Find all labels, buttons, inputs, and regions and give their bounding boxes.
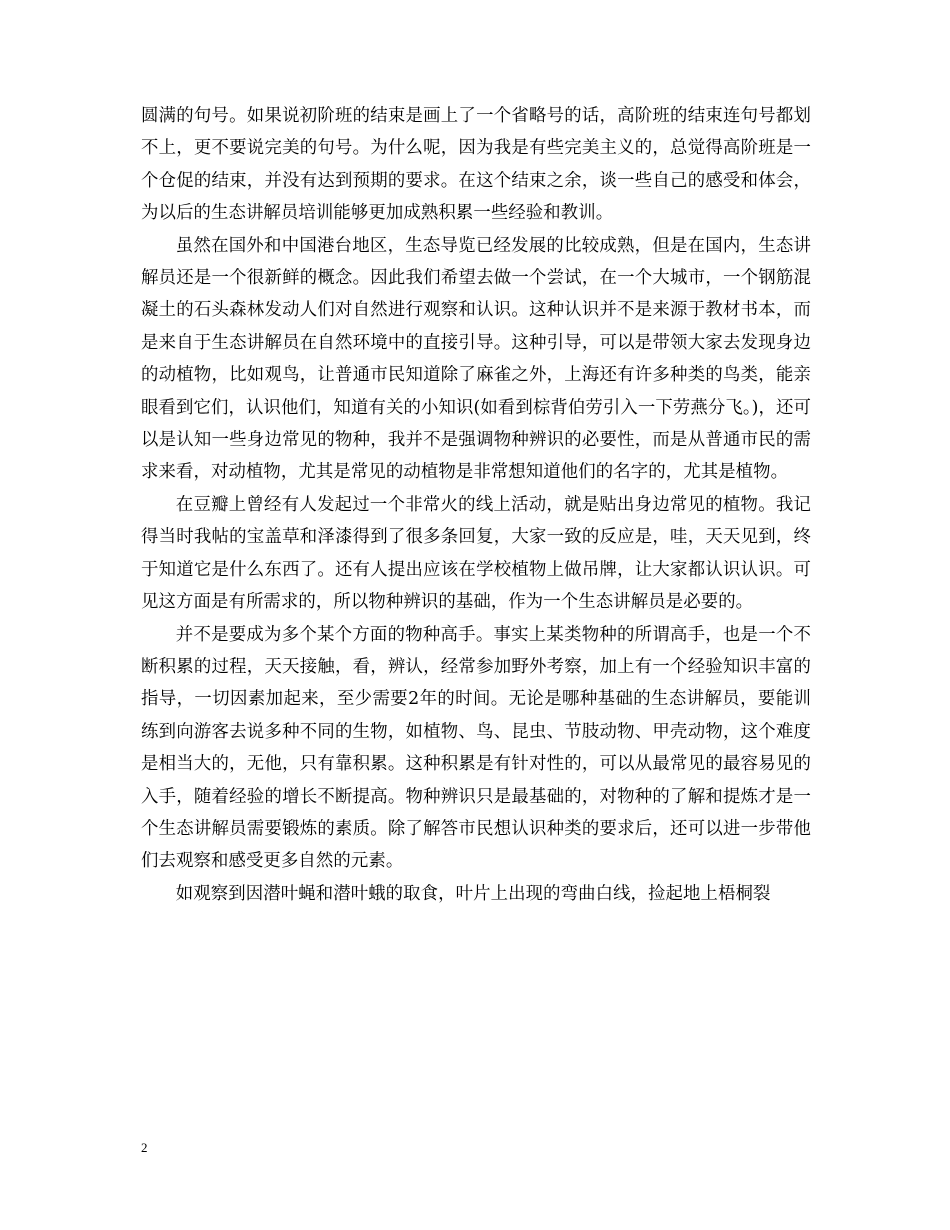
document-body	[141, 100, 811, 910]
paragraph-4: 并不是要成为多个某个方面的物种高手。事实上某类物种的所谓高手，也是一个不断积累的过程，天天接触，看，辨认，经常参加野外考察，加上有一个经验知识丰富的指导，一切因素加起来，至少需要2年的时间。无论是哪种基础的生态讲解员，要能训练到向游客去说多种不同的生物，如植物、鸟、昆虫、节肢动物、甲壳动物，这个难度是相当大的，无他，只有靠积累。这种积累是有针对性的，可以从最常见的最容易见的入手，随着经验的增长不断提高。物种辨识只是最基础的，对物种的了解和提炼才是一个生态讲解员需要锻炼的素质。除了解答市民想认识种类的要求后，还可以进一步带他们去观察和感受更多自然的元素。	[141, 624, 811, 872]
paragraph-2: 虽然在国外和中国港台地区，生态导览已经发展的比较成熟，但是在国内，生态讲解员还是一个很新鲜的概念。因此我们希望去做一个尝试，在一个大城市，一个钢筋混凝土的石头森林发动人们对自然进行观察和认识。这种认识并不是来源于教材书本，而是来自于生态讲解员在自然环境中的直接引导。这种引导，可以是带领大家去发现身边的动植物，比如观鸟，让普通市民知道除了麻雀之外，上海还有许多种类的鸟类，能亲眼看到它们，认识他们，知道有关的小知识(如看到棕背伯劳引入一下劳燕分飞。)，还可以是认知一些身边常见的物种，我并不是强调物种辨识的必要性，而是从普通市民的需求来看，对动植物，尤其是常见的动植物是非常想知道他们的名字的，尤其是植物。	[141, 235, 811, 483]
page-number: 2	[141, 1140, 148, 1155]
paragraph-1: 圆满的句号。如果说初阶班的结束是画上了一个省略号的话，高阶班的结束连句号都划不上，更不要说完美的句号。为什么呢，因为我是有些完美主义的，总觉得高阶班是一个仓促的结束，并没有达到预期的要求。在这个结束之余，谈一些自己的感受和体会，为以后的生态讲解员培训能够更加成熟积累一些经验和教训。	[141, 106, 811, 224]
paragraph-3: 在豆瓣上曾经有人发起过一个非常火的线上活动，就是贴出身边常见的植物。我记得当时我帖的宝盖草和泽漆得到了很多条回复，大家一致的反应是，哇，天天见到，终于知道它是什么东西了。还有人提出应该在学校植物上做吊牌，让大家都认识认识。可见这方面是有所需求的，所以物种辨识的基础，作为一个生态讲解员是必要的。	[141, 494, 811, 613]
paragraph-5: 如观察到因潜叶蝇和潜叶蛾的取食，叶片上出现的弯曲白线，捡起地上梧桐裂	[175, 883, 771, 904]
